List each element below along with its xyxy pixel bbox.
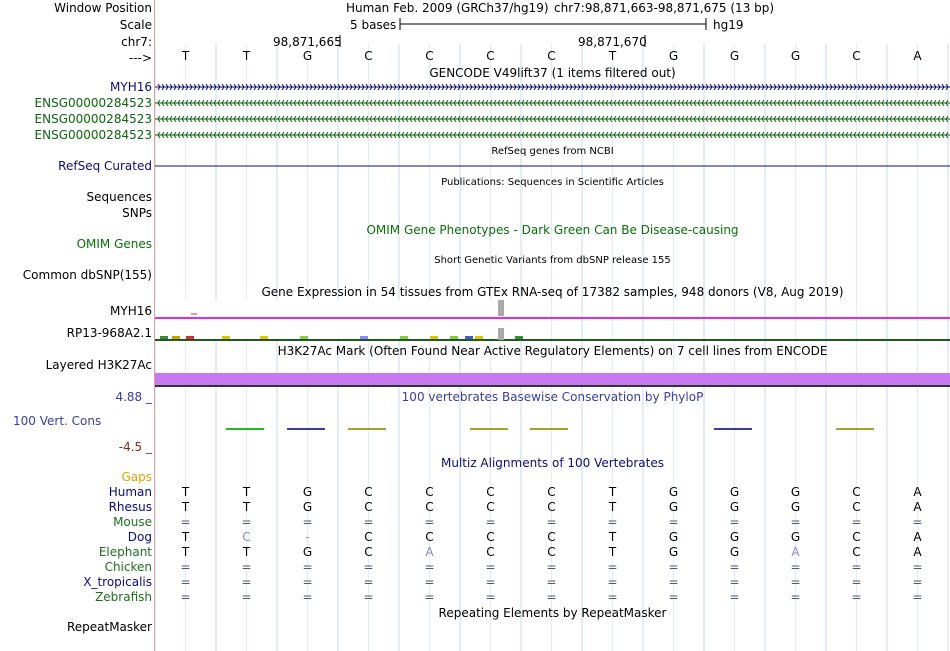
multiz-base: = xyxy=(363,590,374,604)
gtex-tissue-bar xyxy=(360,336,368,339)
multiz-base: = xyxy=(668,560,679,574)
multiz-base: = xyxy=(668,515,679,529)
multiz-base: = xyxy=(241,575,252,589)
multiz-base: = xyxy=(424,560,435,574)
multiz-track-title[interactable]: Multiz Alignments of 100 Vertebrates xyxy=(440,456,665,470)
multiz-base: T xyxy=(608,530,617,544)
multiz-base: C xyxy=(852,485,861,499)
multiz-base: = xyxy=(424,515,435,529)
base-letter: C xyxy=(852,49,861,63)
multiz-base: = xyxy=(851,515,862,529)
multiz-base: = xyxy=(485,575,496,589)
gencode-item-ensg-2[interactable]: ENSG00000284523 xyxy=(34,112,152,126)
chrom-label: chr7: xyxy=(121,35,152,49)
multiz-base: C xyxy=(425,485,434,499)
multiz-gaps-label[interactable]: Gaps xyxy=(121,470,152,484)
multiz-base: T xyxy=(242,545,251,559)
multiz-base: = xyxy=(607,575,618,589)
multiz-base: = xyxy=(851,560,862,574)
multiz-species-zebrafish[interactable]: Zebrafish xyxy=(95,590,152,604)
multiz-base: C xyxy=(486,545,495,559)
multiz-base: = xyxy=(363,575,374,589)
multiz-base: = xyxy=(790,575,801,589)
base-letter: T xyxy=(181,49,190,63)
multiz-base: = xyxy=(912,575,923,589)
multiz-base: T xyxy=(181,545,190,559)
multiz-base: = xyxy=(302,560,313,574)
multiz-base: = xyxy=(729,590,740,604)
multiz-base: T xyxy=(608,500,617,514)
repeatmasker-track-label[interactable]: RepeatMasker xyxy=(66,620,152,634)
multiz-base: G xyxy=(729,485,740,499)
multiz-base: = xyxy=(302,590,313,604)
window-position-label: Window Position xyxy=(54,1,152,15)
gtex-tissue-bar xyxy=(430,336,438,339)
multiz-base: = xyxy=(180,575,191,589)
publications-track-label[interactable]: Sequences xyxy=(86,190,152,204)
phylop-bar xyxy=(714,428,752,430)
multiz-base: = xyxy=(607,590,618,604)
phylop-track-label[interactable]: 100 Vert. Cons xyxy=(13,414,102,428)
gencode-item-myh16[interactable]: MYH16 xyxy=(110,80,152,94)
multiz-base: = xyxy=(790,590,801,604)
multiz-base: C xyxy=(486,530,495,544)
phylop-min-label: -4.5 _ xyxy=(118,440,152,454)
multiz-base: = xyxy=(912,590,923,604)
multiz-species-x-tropicalis[interactable]: X_tropicalis xyxy=(83,575,152,589)
multiz-base: = xyxy=(241,590,252,604)
multiz-base: T xyxy=(242,485,251,499)
coord-left: 98,871,665 xyxy=(273,35,342,49)
multiz-base: = xyxy=(851,575,862,589)
multiz-base: G xyxy=(729,500,740,514)
gtex-tissue-bar xyxy=(172,336,180,339)
multiz-base: = xyxy=(241,515,252,529)
phylop-bar xyxy=(226,428,264,430)
multiz-base: = xyxy=(729,560,740,574)
multiz-base: C xyxy=(547,485,556,499)
phylop-bar xyxy=(287,428,325,430)
omim-track-label[interactable]: OMIM Genes xyxy=(76,237,152,251)
label-divider xyxy=(154,0,155,651)
multiz-base: = xyxy=(546,575,557,589)
base-letter: G xyxy=(668,49,679,63)
multiz-base: G xyxy=(302,485,313,499)
gtex-tissue-bar xyxy=(160,336,168,339)
multiz-species-human[interactable]: Human xyxy=(108,485,152,499)
gtex-bar-tall xyxy=(498,300,504,316)
refseq-track-label[interactable]: RefSeq Curated xyxy=(58,159,152,173)
scale-label: Scale xyxy=(119,18,152,32)
phylop-max-label: 4.88 _ xyxy=(115,390,152,404)
multiz-species-chicken[interactable]: Chicken xyxy=(104,560,152,574)
gencode-item-ensg-3[interactable]: ENSG00000284523 xyxy=(34,128,152,142)
multiz-base: C xyxy=(852,500,861,514)
gencode-item-ensg-1[interactable]: ENSG00000284523 xyxy=(34,96,152,110)
h3k27ac-track-label[interactable]: Layered H3K27Ac xyxy=(45,358,152,372)
phylop-bar xyxy=(530,428,568,430)
multiz-base: C xyxy=(364,545,373,559)
gtex-tissue-bar xyxy=(465,336,473,339)
multiz-base: G xyxy=(668,500,679,514)
multiz-base: G xyxy=(668,530,679,544)
phylop-track-title[interactable]: 100 vertebrates Basewise Conservation by PhyloP xyxy=(401,390,704,404)
multiz-base: G xyxy=(729,545,740,559)
multiz-base: = xyxy=(180,560,191,574)
multiz-base: = xyxy=(180,590,191,604)
multiz-base: G xyxy=(790,500,801,514)
gencode-track-title[interactable]: GENCODE V49lift37 (1 items filtered out) xyxy=(429,66,676,80)
multiz-base: C xyxy=(364,500,373,514)
assembly-title: Human Feb. 2009 (GRCh37/hg19) xyxy=(346,1,549,15)
base-letter: G xyxy=(790,49,801,63)
multiz-base: A xyxy=(913,530,922,544)
gtex-panel xyxy=(155,300,535,340)
multiz-base: = xyxy=(302,575,313,589)
multiz-base: T xyxy=(181,530,190,544)
multiz-base: = xyxy=(790,515,801,529)
multiz-base: = xyxy=(607,515,618,529)
multiz-base: = xyxy=(607,560,618,574)
multiz-species-mouse[interactable]: Mouse xyxy=(113,515,152,529)
multiz-base: T xyxy=(242,500,251,514)
multiz-base: = xyxy=(424,590,435,604)
multiz-base: C xyxy=(364,530,373,544)
gtex-tissue-bar xyxy=(400,336,408,339)
phylop-bar xyxy=(348,428,386,430)
base-letter: C xyxy=(425,49,434,63)
strand-arrow-label[interactable]: ---> xyxy=(128,51,152,65)
multiz-base: T xyxy=(608,545,617,559)
coord-right: 98,871,670 xyxy=(578,35,647,49)
dbsnp-track-title[interactable]: Short Genetic Variants from dbSNP release 155 xyxy=(434,255,671,266)
multiz-base: C xyxy=(547,500,556,514)
h3k27ac-track-title[interactable]: H3K27Ac Mark (Often Found Near Active Regulatory Elements) on 7 cell lines from ENCODE xyxy=(277,344,828,358)
omim-track-title[interactable]: OMIM Gene Phenotypes - Dark Green Can Be Disease-causing xyxy=(366,223,739,237)
multiz-base: - xyxy=(305,530,310,544)
multiz-base: = xyxy=(546,515,557,529)
multiz-base: = xyxy=(851,590,862,604)
gtex-tissue-bar xyxy=(300,336,308,339)
multiz-base: A xyxy=(791,545,800,559)
snps-track-label[interactable]: SNPs xyxy=(122,206,152,220)
multiz-base: = xyxy=(546,560,557,574)
gtex-tissue-bar xyxy=(186,336,194,339)
multiz-base: = xyxy=(912,560,923,574)
multiz-base: T xyxy=(181,485,190,499)
multiz-base: = xyxy=(363,560,374,574)
gtex-tissue-bar xyxy=(475,336,483,339)
multiz-base: = xyxy=(302,515,313,529)
multiz-base: A xyxy=(913,485,922,499)
multiz-base: C xyxy=(486,485,495,499)
multiz-base: A xyxy=(913,545,922,559)
multiz-base: = xyxy=(485,515,496,529)
multiz-base: = xyxy=(180,515,191,529)
base-letter: G xyxy=(729,49,740,63)
multiz-base: = xyxy=(668,575,679,589)
multiz-base: T xyxy=(608,485,617,499)
base-letter: T xyxy=(608,49,617,63)
multiz-base: = xyxy=(729,515,740,529)
base-letter: G xyxy=(302,49,313,63)
multiz-base: C xyxy=(852,530,861,544)
phylop-bar xyxy=(470,428,508,430)
gtex-tissue-bar xyxy=(260,336,268,339)
multiz-base: C xyxy=(364,485,373,499)
multiz-base: C xyxy=(425,500,434,514)
multiz-species-rhesus[interactable]: Rhesus xyxy=(108,500,152,514)
multiz-base: = xyxy=(485,590,496,604)
gtex-tissue-bar xyxy=(515,336,523,339)
base-letter: C xyxy=(364,49,373,63)
h3k27ac-band xyxy=(155,373,950,385)
multiz-base: = xyxy=(546,590,557,604)
multiz-base: G xyxy=(302,500,313,514)
gtex-item-myh16[interactable]: MYH16 xyxy=(110,304,152,318)
multiz-base: = xyxy=(424,575,435,589)
multiz-base: C xyxy=(425,530,434,544)
scale-db: hg19 xyxy=(713,18,744,32)
multiz-base: = xyxy=(668,590,679,604)
base-letter: A xyxy=(913,49,922,63)
multiz-base: G xyxy=(790,530,801,544)
multiz-base: = xyxy=(363,515,374,529)
multiz-base: A xyxy=(913,500,922,514)
multiz-base: C xyxy=(486,500,495,514)
multiz-species-dog[interactable]: Dog xyxy=(127,530,152,544)
gtex-track-title[interactable]: Gene Expression in 54 tissues from GTEx RNA-seq of 17382 samples, 948 donors (V8, Aug 2019) xyxy=(261,285,844,299)
base-letter: C xyxy=(547,49,556,63)
multiz-base: G xyxy=(790,485,801,499)
multiz-base: G xyxy=(729,530,740,544)
multiz-base: G xyxy=(302,545,313,559)
multiz-base: A xyxy=(425,545,434,559)
gtex-item-rp13[interactable]: RP13-968A2.1 xyxy=(66,326,152,340)
multiz-species-elephant[interactable]: Elephant xyxy=(98,545,152,559)
multiz-base: G xyxy=(668,485,679,499)
refseq-track-title[interactable]: RefSeq genes from NCBI xyxy=(491,146,614,157)
multiz-base: C xyxy=(547,545,556,559)
dbsnp-track-label[interactable]: Common dbSNP(155) xyxy=(22,268,152,282)
multiz-base: = xyxy=(241,560,252,574)
publications-track-title[interactable]: Publications: Sequences in Scientific Articles xyxy=(441,177,664,188)
multiz-base: C xyxy=(852,545,861,559)
multiz-base: = xyxy=(485,560,496,574)
base-letter: T xyxy=(242,49,251,63)
multiz-base: = xyxy=(790,560,801,574)
position-text: chr7:98,871,663-98,871,675 (13 bp) xyxy=(554,1,775,15)
multiz-base: = xyxy=(729,575,740,589)
multiz-base: = xyxy=(912,515,923,529)
repeatmasker-track-title[interactable]: Repeating Elements by RepeatMasker xyxy=(438,606,667,620)
gtex-bar-tall-2 xyxy=(498,328,504,340)
phylop-bar xyxy=(836,428,874,430)
gtex-tissue-bar xyxy=(222,336,230,339)
base-letter: C xyxy=(486,49,495,63)
gtex-tissue-bar xyxy=(450,336,458,339)
scale-text: 5 bases xyxy=(350,18,397,32)
multiz-base: C xyxy=(547,530,556,544)
multiz-base: C xyxy=(242,530,251,544)
multiz-base: G xyxy=(668,545,679,559)
multiz-base: T xyxy=(181,500,190,514)
